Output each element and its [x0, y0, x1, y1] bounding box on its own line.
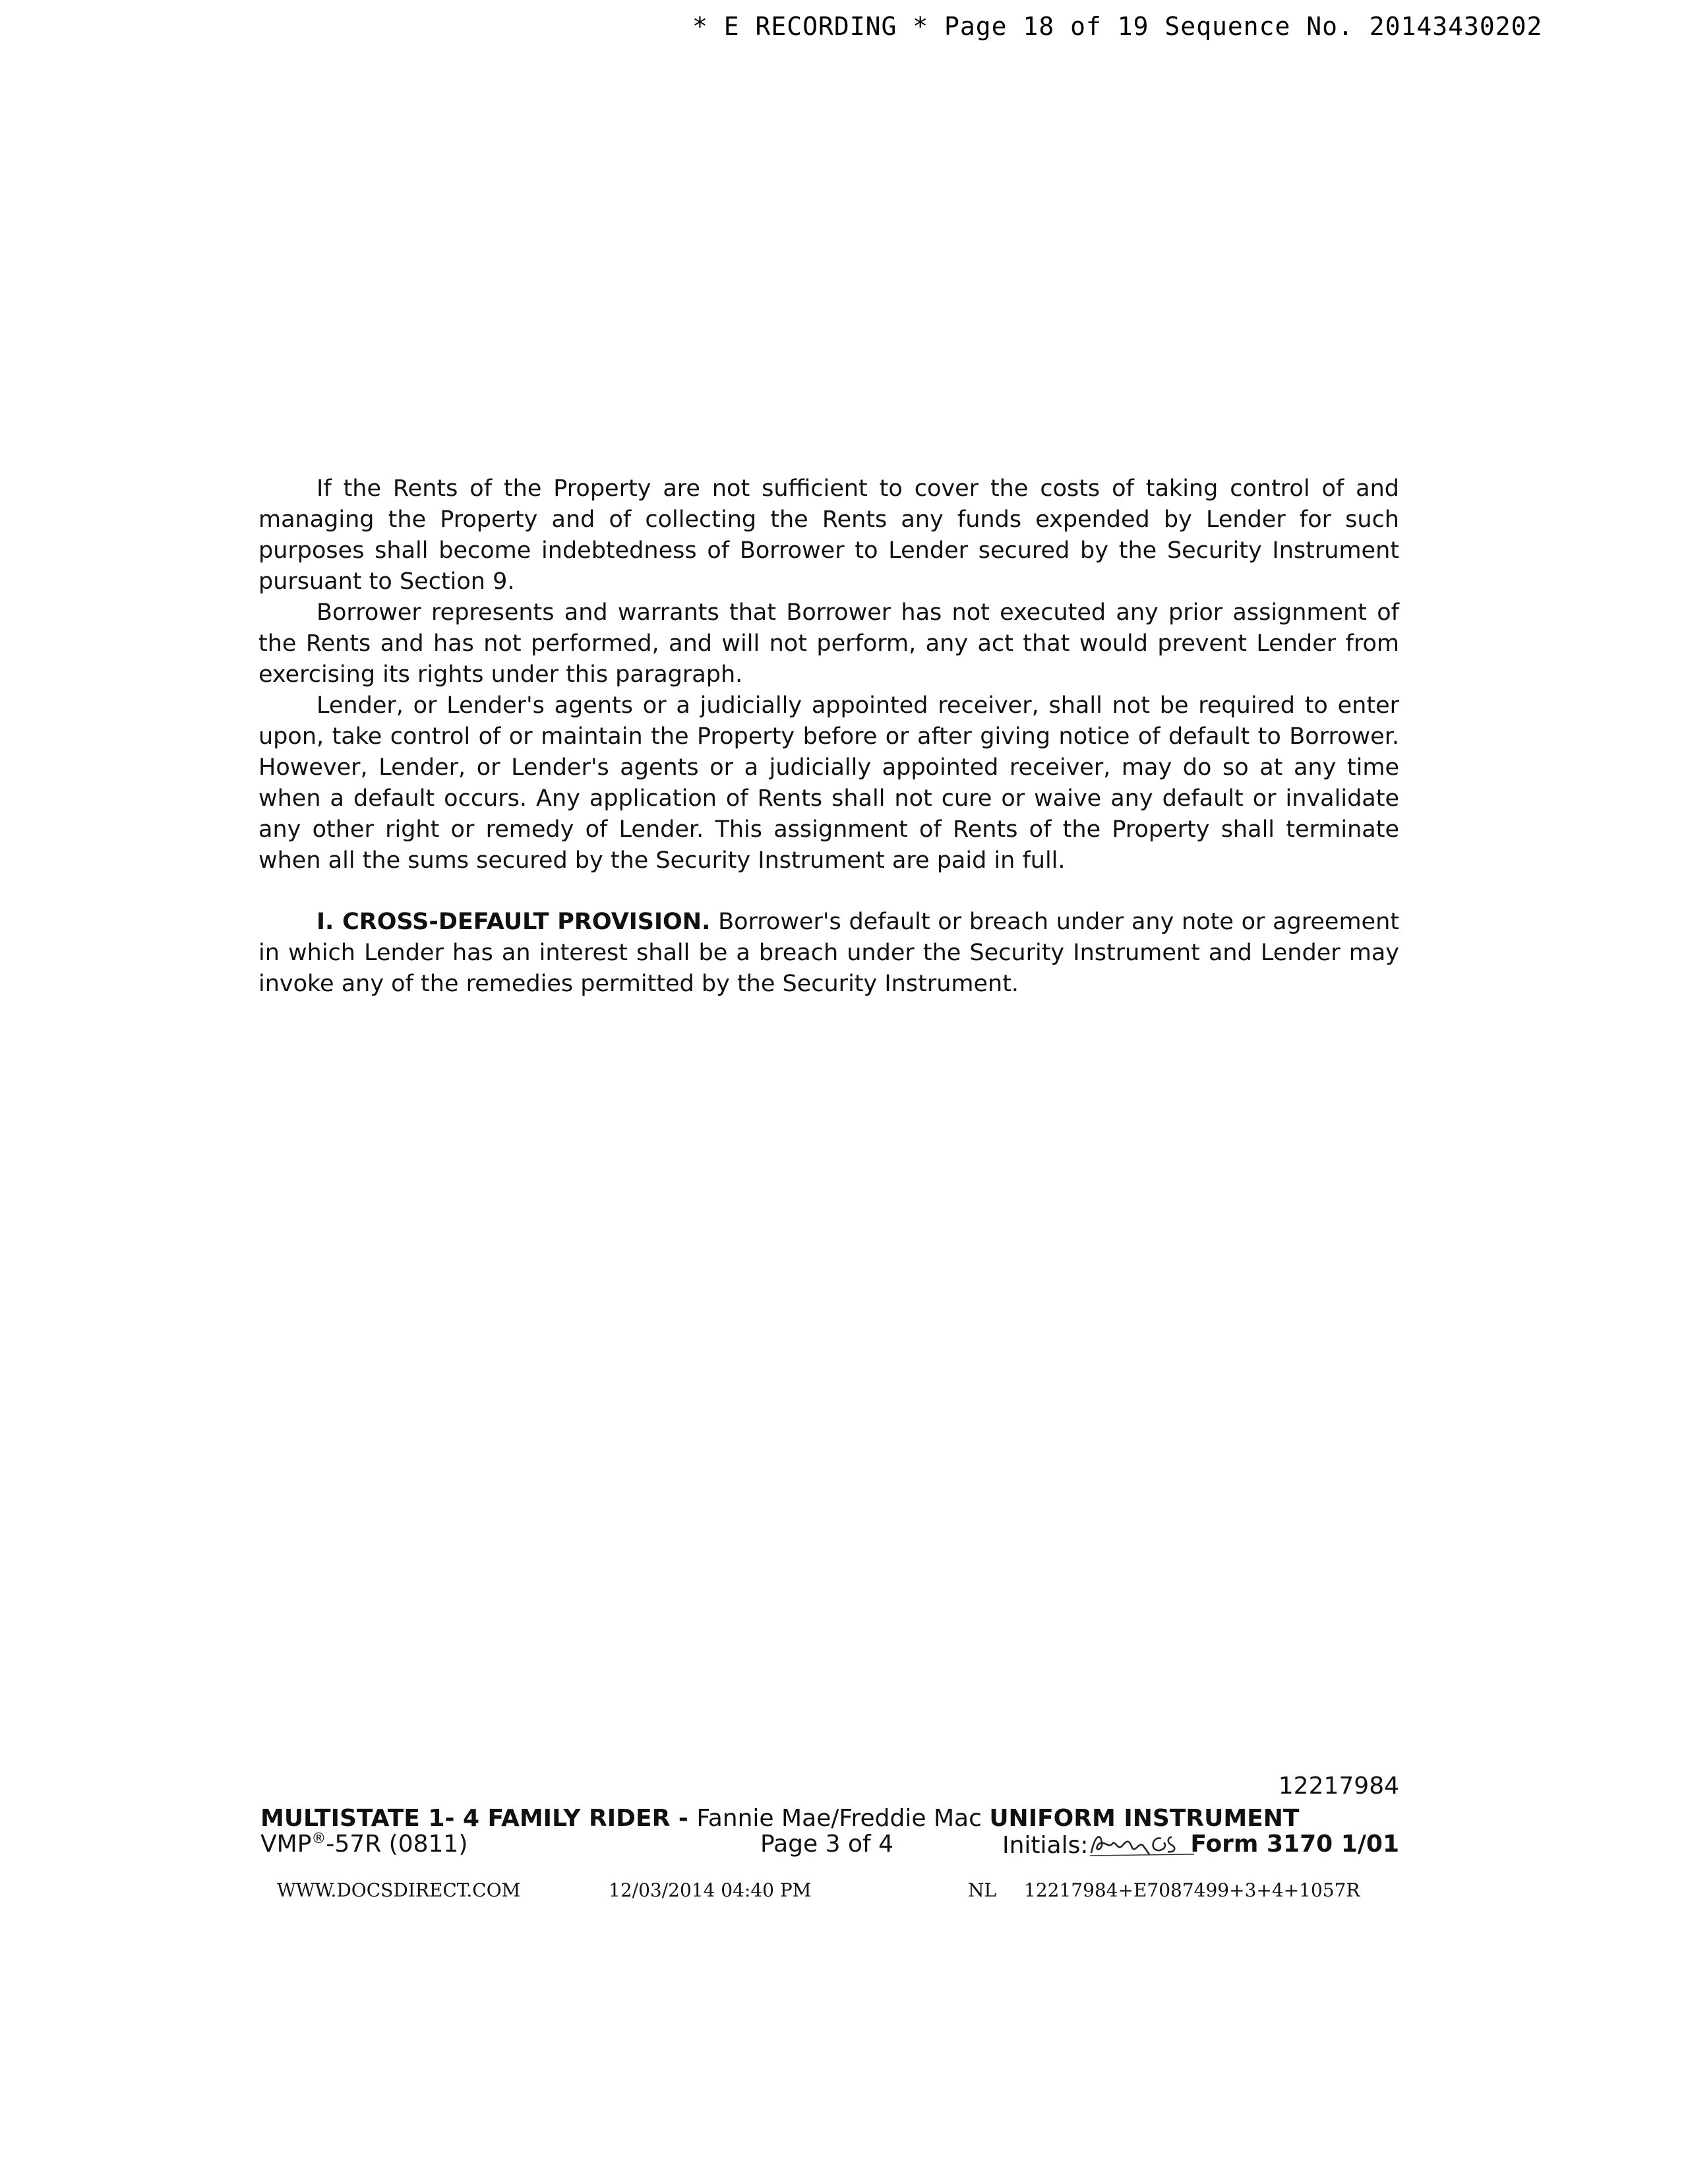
loan-number: 12217984 — [1278, 1773, 1399, 1800]
section-text: Borrower's default or breach under any note or agreement in which Lender has an interest shall be a breach under the Security Instrument and Lender may invoke any of the remedies permitted by the Security Instrument. — [258, 909, 1399, 997]
form-title-issuer: Fannie Mae/Freddie Mac — [696, 1805, 990, 1832]
vmp-code — [260, 1831, 467, 1858]
form-title-end: UNIFORM INSTRUMENT — [989, 1805, 1300, 1832]
form-title — [260, 1805, 1399, 1832]
nl-code: NL — [968, 1879, 997, 1901]
registered-mark: ® — [311, 1831, 326, 1847]
paragraph-borrower-warranty: Borrower represents and warrants that Borrower has not executed any prior assignment of the Rents and has not performed, and will not perform, any act that would prevent Lender from exercising its rights under this paragraph. — [258, 599, 1399, 688]
paragraph-rents-insufficient: If the Rents of the Property are not sufficient to cover the costs of taking control of and managing the Property and of collecting the Rents any funds expended by Lender for such purposes shall become indebtedness of Borrower to Lender secured by the Security Instrument pursuant to Section 9. — [258, 475, 1399, 595]
page-info: Page 3 of 4 — [760, 1831, 893, 1858]
handwritten-initials-icon — [1089, 1831, 1201, 1858]
form-title-bold: MULTISTATE 1- 4 FAMILY RIDER - — [260, 1805, 697, 1832]
tracking-code: 12217984+E7087499+3+4+1057R — [1024, 1879, 1360, 1901]
section-cross-default — [258, 907, 1399, 1000]
form-info-row — [260, 1831, 1399, 1861]
recording-header: * E RECORDING * Page 18 of 19 Sequence No. 20143430202 — [692, 12, 1543, 41]
print-timestamp: 12/03/2014 04:40 PM — [609, 1879, 812, 1901]
initials-field — [1002, 1831, 1201, 1859]
docsdirect-website: WWW.DOCSDIRECT.COM — [277, 1879, 521, 1901]
vmp-prefix: VMP — [260, 1831, 312, 1858]
vmp-number: -57R (0811) — [326, 1831, 468, 1858]
form-number: Form 3170 1/01 — [1190, 1831, 1399, 1858]
rider-body — [258, 473, 1399, 1000]
section-heading: I. CROSS-DEFAULT PROVISION. — [316, 909, 711, 935]
paragraph-lender-agents: Lender, or Lender's agents or a judicially appointed receiver, shall not be required to enter upon, take control of or maintain the Property before or after giving notice of default to Borrower. However, Lender, or Lender's agents or a judicially appointed receiver, may do so at any time when a default occurs. Any application of Rents shall not cure or waive any default or invalidate any other right or remedy of Lender. This assignment of Rents of the Property shall terminate when all the sums secured by the Security Instrument are paid in full. — [258, 692, 1399, 874]
initials-label: Initials: — [1002, 1832, 1089, 1859]
